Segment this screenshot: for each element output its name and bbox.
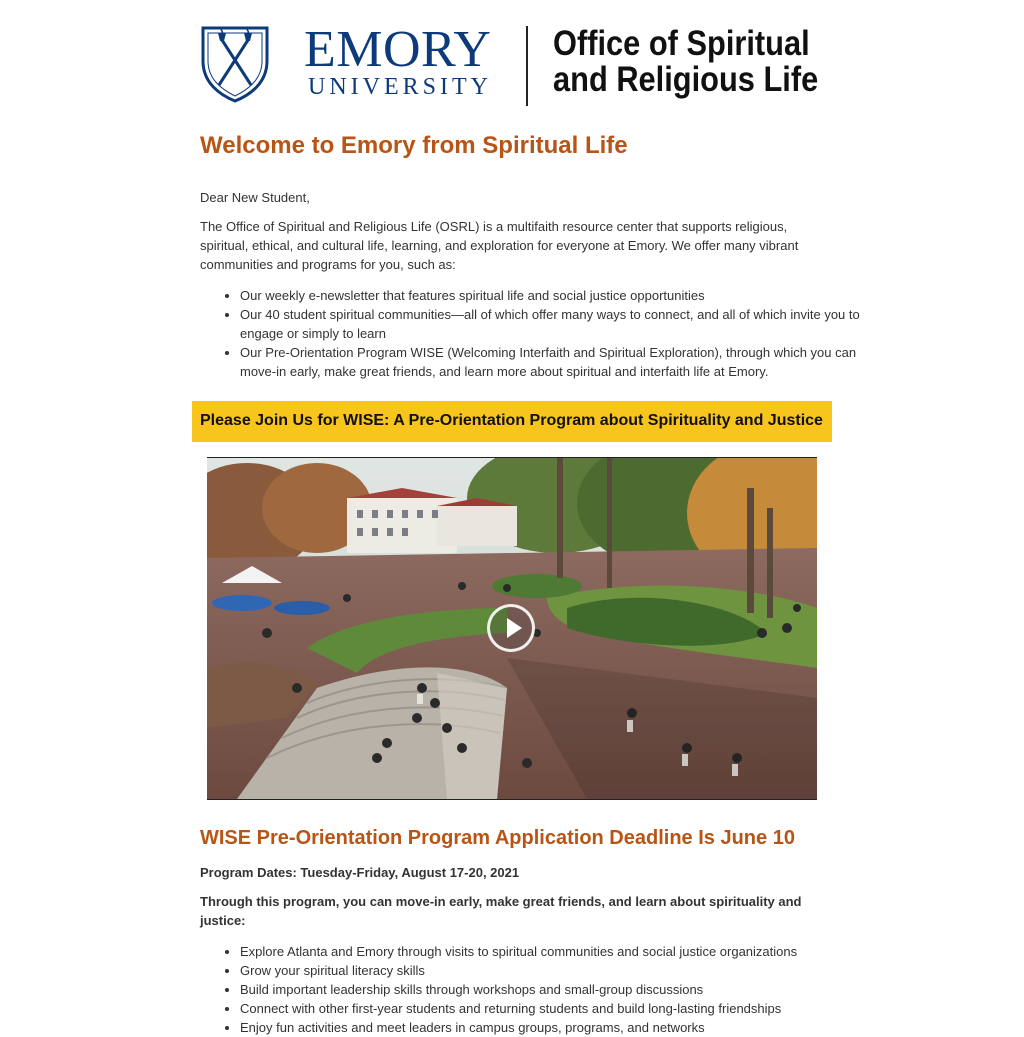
logo-university-text: UNIVERSITY bbox=[308, 74, 492, 100]
header bbox=[200, 21, 820, 110]
list-item: • Build important leadership skills through workshops and small-group discussions bbox=[240, 980, 864, 999]
deadline-heading: WISE Pre-Orientation Program Application Deadline Is June 10 bbox=[200, 827, 795, 849]
header-divider bbox=[526, 26, 528, 106]
office-title-line1: Office of Spiritual bbox=[553, 24, 810, 63]
wise-banner bbox=[192, 401, 832, 442]
logo-emory-text: EMORY bbox=[304, 21, 492, 78]
play-icon bbox=[507, 618, 522, 638]
list-item: • Our Pre-Orientation Program WISE (Welcoming Interfaith and Spiritual Exploration), through which you can move-in early, make great friends, and learn more about spiritual and interfaith life at Emory. bbox=[240, 343, 864, 381]
list-item: • Connect with other first-year students and returning students and build long-lasting friendships bbox=[240, 999, 864, 1018]
program-benefits-list bbox=[200, 942, 864, 1037]
emory-shield-logo bbox=[200, 25, 270, 103]
welcome-heading: Welcome to Emory from Spiritual Life bbox=[200, 132, 628, 159]
play-button[interactable] bbox=[487, 604, 535, 652]
list-item: • Enjoy fun activities and meet leaders in campus groups, programs, and networks bbox=[240, 1018, 864, 1037]
list-item: • Our 40 student spiritual communities—all of which offer many ways to connect, and all of which invite you to engage or simply to learn bbox=[240, 305, 864, 343]
office-title-line2: and Religious Life bbox=[553, 60, 819, 99]
banner-text: Please Join Us for WISE: A Pre-Orientation Program about Spirituality and Justice bbox=[200, 412, 823, 429]
video-thumbnail[interactable] bbox=[207, 457, 817, 800]
list-item: • Grow your spiritual literacy skills bbox=[240, 961, 864, 980]
intro-paragraph: The Office of Spiritual and Religious Life (OSRL) is a multifaith resource center that supports religious, spiritual, ethical, and cultural life, learning, and exploration for everyone at Emory. We offer many vibrant communities and programs for you, such as: bbox=[200, 219, 799, 272]
list-item: • Explore Atlanta and Emory through visits to spiritual communities and social justice organizations bbox=[240, 942, 864, 961]
list-item: • Our weekly e-newsletter that features spiritual life and social justice opportunities bbox=[240, 286, 864, 305]
program-summary: Through this program, you can move-in early, make great friends, and learn about spirituality and justice: bbox=[200, 894, 802, 928]
program-dates: Program Dates: Tuesday-Friday, August 17-20, 2021 bbox=[200, 865, 520, 880]
salutation: Dear New Student, bbox=[200, 190, 310, 205]
offerings-list bbox=[200, 286, 864, 381]
